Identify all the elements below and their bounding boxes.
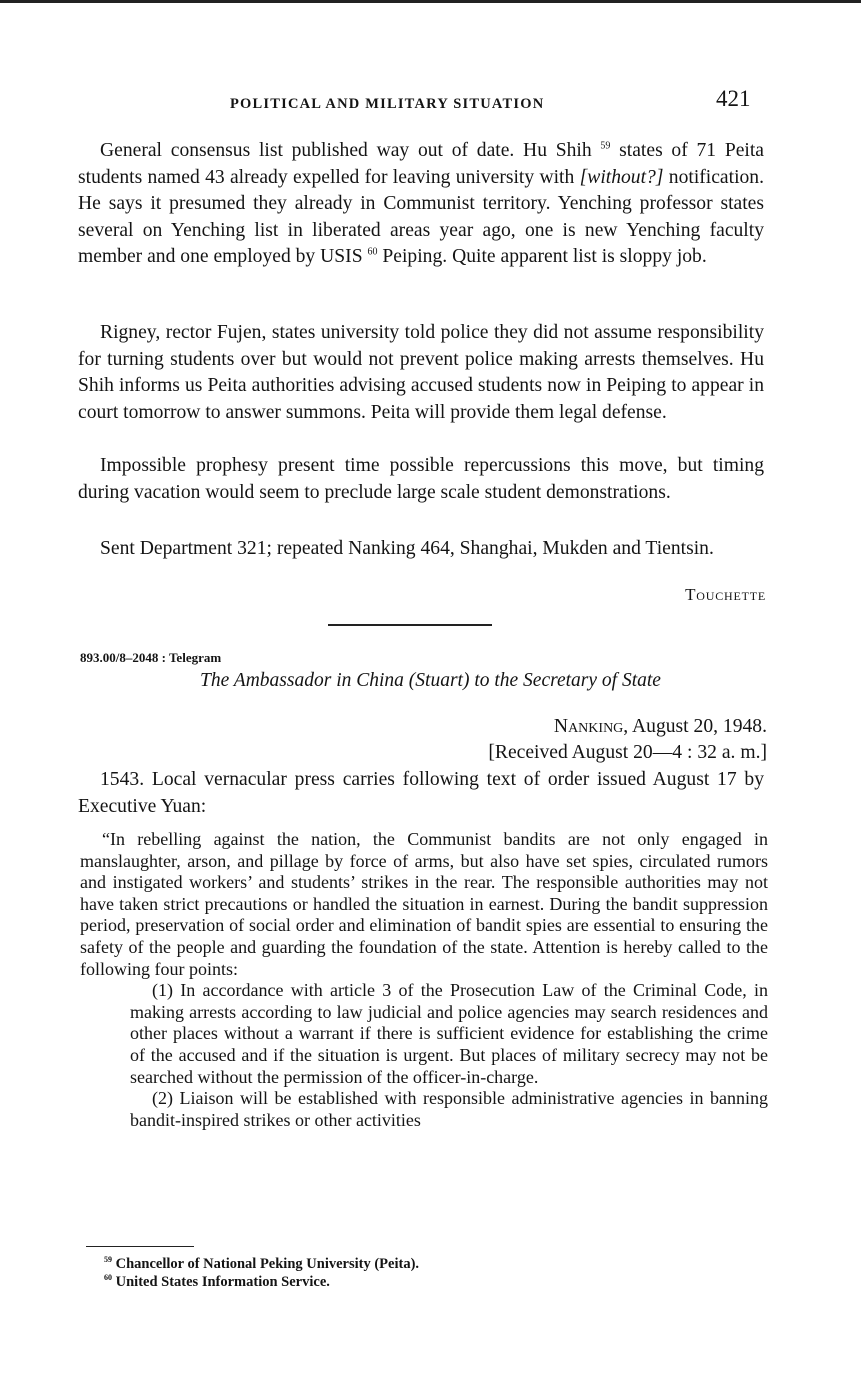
footnotes [104, 1255, 419, 1291]
quote-paragraph: “In rebelling against the nation, the Communist bandits are not only engaged in manslaughter, arson, and pillage by force of arms, but also have set spies, circulated rumors and instigated workers’ and students’ strikes in the rear. The responsible authorities may not have taken strict precautions or handled the situation in earnest. During the bandit suppression period, preservation of social order and elimination of bandit spies are essential to ensuring the safety of the people and guarding the foundation of the state. Attention is hereby called to the following four points: [80, 829, 768, 979]
dateline [488, 714, 767, 766]
page-number: 421 [716, 86, 751, 111]
document-heading: The Ambassador in China (Stuart) to the Secretary of State [200, 670, 661, 691]
top-border [0, 0, 861, 3]
telegram1-paragraph-3: Impossible prophesy present time possible repercussions this move, but timing during vacation would seem to preclude large scale student demonstrations. [78, 455, 764, 503]
telegram2-paragraph-1: 1543. Local vernacular press carries following text of order issued August 17 by Executive Yuan: [78, 769, 764, 817]
footnote-divider [86, 1246, 194, 1247]
point-2: (2) Liaison will be established with responsible administrative agencies in banning bandit-inspired strikes or other activities [130, 1088, 768, 1130]
footnote-ref-60[interactable]: 60 [367, 246, 378, 258]
footnote-59: $^{59}$ Chancellor of National Peking University (Peita). [104, 1255, 420, 1272]
quoted-order [80, 829, 768, 1131]
telegram1-paragraph-4: Sent Department 321; repeated Nanking 464, Shanghai, Mukden and Tientsin. [100, 538, 714, 559]
running-title: POLITICAL AND MILITARY SITUATION [230, 96, 545, 112]
received-note: [Received August 20—4 : 32 a. m.] [488, 742, 767, 763]
section-divider [328, 624, 492, 626]
telegram1-paragraph-1: General consensus list published way out of date. Hu Shih $^{59}$ states of 71 Peita students named 43 already expelled for leaving university with [without?] notification. He says it presumed they already in Communist territory. Yenching professor states several on Yenching list in liberated areas year ago, one is new Yenching faculty member and one employed by USIS $^{60}$ Peiping. Quite apparent list is sloppy job. [78, 140, 765, 268]
dateline-date: , August 20, 1948. [623, 716, 767, 737]
telegram1-paragraph-2: Rigney, rector Fujen, states university told police they did not assume responsibility for turning students over but would not prevent police making arrests themselves. Hu Shih informs us Peita authorities advising accused students now in Peiping to appear in court tomorrow to answer summons. Peita will provide them legal defense. [78, 322, 764, 423]
footnote-ref-59[interactable]: 59 [600, 140, 611, 152]
dateline-place: Nanking [553, 716, 624, 737]
footnote-60: $^{60}$ United States Information Service. [104, 1273, 330, 1290]
point-1: (1) In accordance with article 3 of the Prosecution Law of the Criminal Code, in making arrests according to law judicial and police agencies may search residences and other places without a warrant if there is sufficient evidence for establishing the crime of the accused and if the situation is urgent. But places of military secrecy may not be searched without the permission of the officer-in-charge. [130, 980, 768, 1087]
signature: Touchette [685, 585, 766, 604]
file-reference: 893.00/8–2048 : Telegram [80, 650, 222, 665]
